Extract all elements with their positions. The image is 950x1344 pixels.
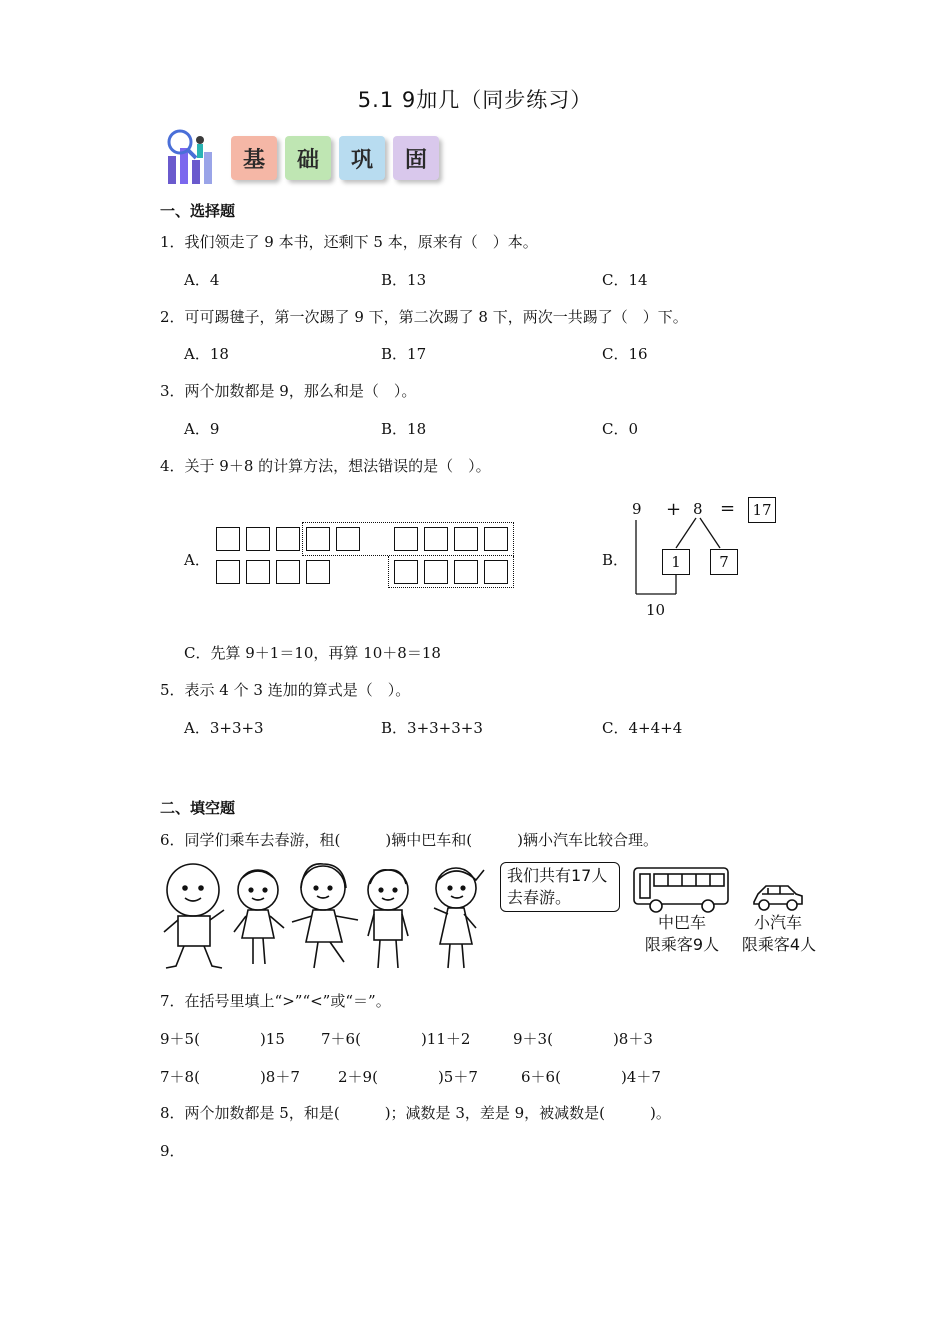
banner — [160, 126, 460, 190]
q2-option-a: A．18 — [184, 345, 229, 363]
banner-tile-4: 固 — [393, 136, 439, 180]
square — [216, 560, 240, 584]
q1-option-c: C．14 — [602, 271, 648, 289]
q4-split-diagram — [624, 494, 784, 624]
question-2: 2．可可踢毽子，第一次踢了 9 下，第二次踢了 8 下，两次一共踢了（ ）下。 — [160, 308, 688, 326]
banner-tile-3: 巩 — [339, 136, 385, 180]
square — [454, 527, 478, 551]
question-6: 6．同学们乘车去春游，租( )辆中巴车和( )辆小汽车比较合理。 — [160, 831, 658, 849]
diagram-plus: + — [666, 499, 682, 520]
q3-option-b: B．18 — [381, 420, 427, 438]
q7-row2-item1: 7＋8( )8＋7 — [160, 1068, 300, 1086]
banner-tile-2: 础 — [285, 136, 331, 180]
diagram-n2: 8 — [693, 500, 703, 518]
section-heading-choice: 一、选择题 — [160, 202, 236, 220]
q7-row1-item3: 9＋3( )8＋3 — [513, 1030, 653, 1048]
car-limit: 限乘客4人 — [741, 935, 817, 954]
q5-option-c: C．4+4+4 — [602, 719, 683, 737]
bus-limit: 限乘客9人 — [644, 935, 720, 954]
speech-line-1: 我们共有17人 — [507, 866, 608, 885]
square — [306, 560, 330, 584]
question-4: 4．关于 9＋8 的计算方法，想法错误的是（ ）。 — [160, 457, 491, 475]
children-illustration — [158, 858, 498, 978]
section-heading-fill: 二、填空题 — [160, 799, 236, 817]
magnifier-chart-icon — [160, 126, 222, 188]
diagram-n1: 9 — [632, 500, 642, 518]
square — [424, 527, 448, 551]
square — [424, 560, 448, 584]
diagram-eq: = — [720, 498, 736, 519]
q4-option-b-label: B． — [602, 551, 629, 569]
q2-option-c: C．16 — [602, 345, 648, 363]
q2-option-b: B．17 — [381, 345, 427, 363]
q3-option-a: A．9 — [184, 420, 220, 438]
square — [454, 560, 478, 584]
square — [394, 560, 418, 584]
diagram-split1: 1 — [662, 549, 690, 575]
q6-illustration — [158, 858, 828, 978]
square — [216, 527, 240, 551]
question-3: 3．两个加数都是 9，那么和是（ ）。 — [160, 382, 417, 400]
diagram-ten: 10 — [646, 601, 666, 619]
car-icon — [750, 882, 806, 912]
question-5: 5．表示 4 个 3 连加的算式是（ ）。 — [160, 681, 411, 699]
speech-bubble — [500, 862, 620, 912]
question-1: 1．我们领走了 9 本书，还剩下 5 本，原来有（ ）本。 — [160, 233, 538, 251]
q1-option-a: A．4 — [184, 271, 220, 289]
square — [246, 527, 270, 551]
square — [246, 560, 270, 584]
q4-option-a-label: A． — [184, 551, 210, 569]
diagram-split2: 7 — [710, 549, 738, 575]
square — [276, 560, 300, 584]
page-title: 5.1 9加几（同步练习） — [357, 88, 593, 112]
square — [394, 527, 418, 551]
diagram-result: 17 — [748, 497, 776, 523]
q7-row1-item2: 7＋6( )11＋2 — [321, 1030, 471, 1048]
q7-row2-item2: 2＋9( )5＋7 — [338, 1068, 478, 1086]
speech-line-2: 去春游。 — [507, 888, 572, 907]
banner-tile-1: 基 — [231, 136, 277, 180]
q5-option-a: A．3+3+3 — [184, 719, 264, 737]
q4-squares-diagram — [212, 522, 517, 590]
q3-option-c: C．0 — [602, 420, 639, 438]
question-9: 9． — [160, 1142, 185, 1160]
square — [484, 560, 508, 584]
q4-option-c: C．先算 9＋1＝10，再算 10＋8＝18 — [184, 644, 441, 662]
car-name: 小汽车 — [753, 913, 802, 932]
question-7: 7．在括号里填上“>”“<”或“＝”。 — [160, 992, 391, 1010]
q7-row2-item3: 6＋6( )4＋7 — [521, 1068, 661, 1086]
square — [484, 527, 508, 551]
square — [306, 527, 330, 551]
square — [336, 527, 360, 551]
q7-row1-item1: 9＋5( )15 — [160, 1030, 285, 1048]
q1-option-b: B．13 — [381, 271, 427, 289]
square — [276, 527, 300, 551]
question-8: 8．两个加数都是 5，和是( )；减数是 3，差是 9，被减数是( )。 — [160, 1104, 671, 1122]
bus-name: 中巴车 — [657, 913, 706, 932]
bus-icon — [632, 864, 732, 914]
q5-option-b: B．3+3+3+3 — [381, 719, 483, 737]
